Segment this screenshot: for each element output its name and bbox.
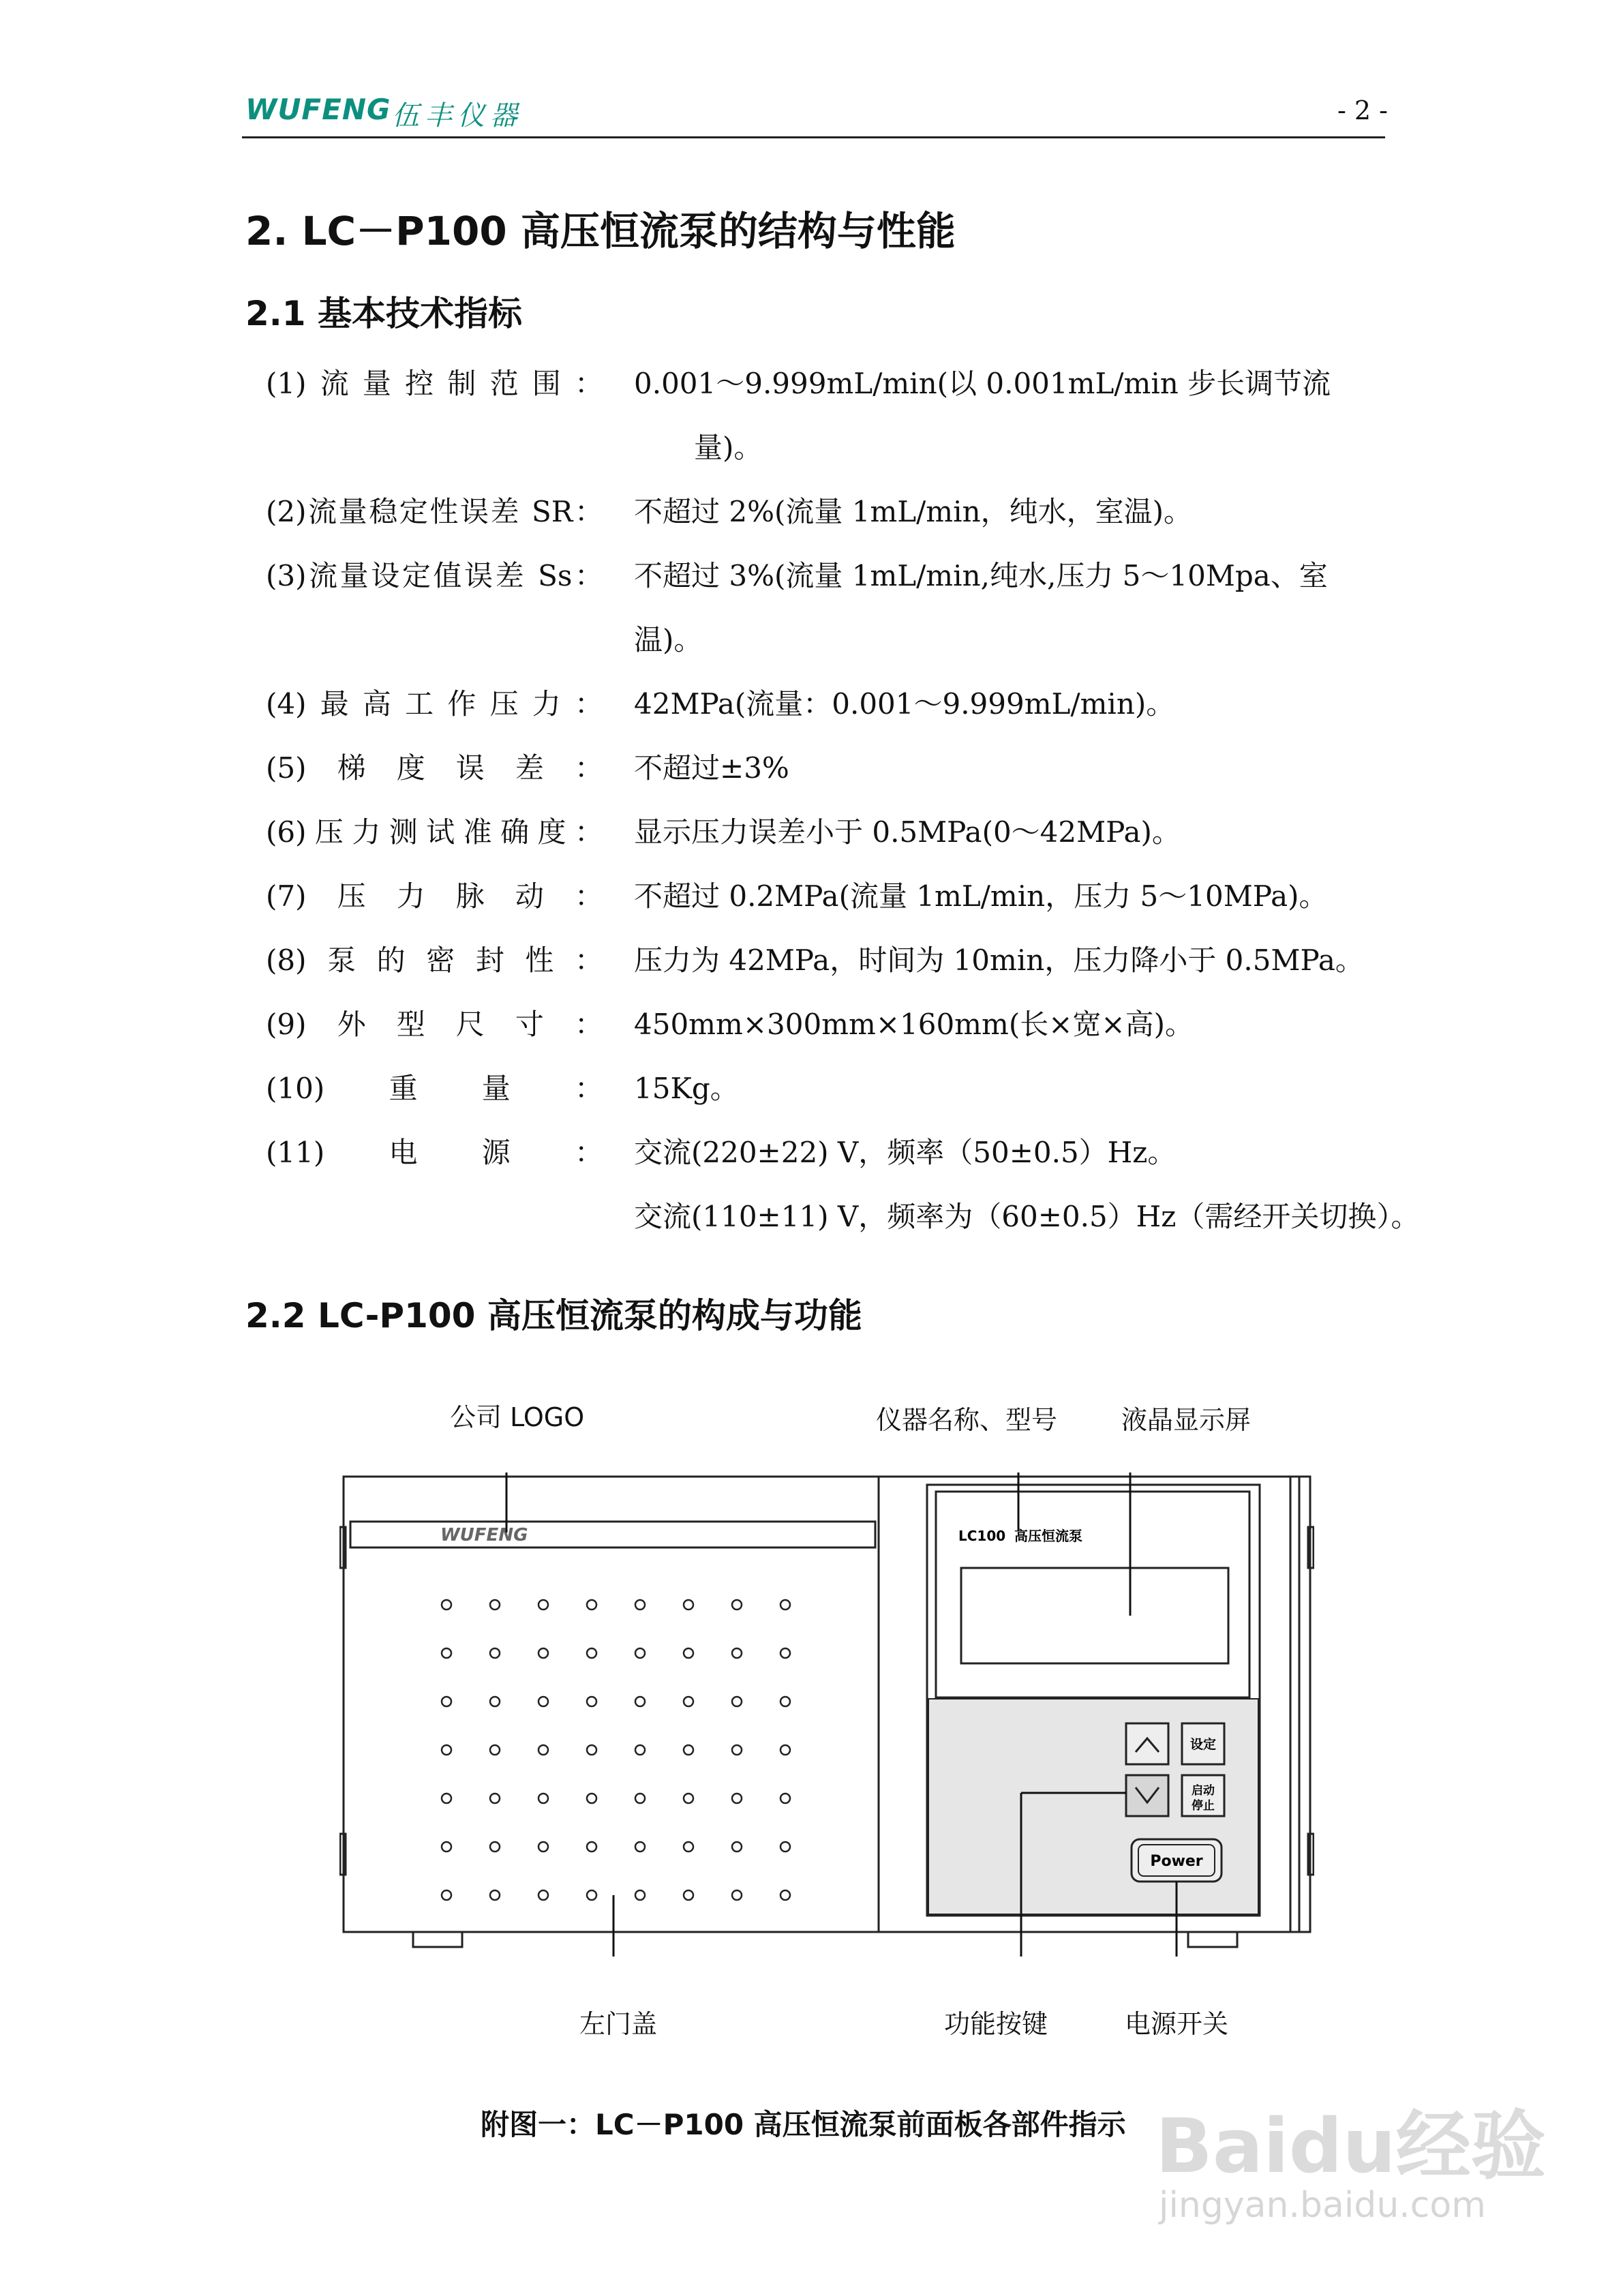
callout-lcd: 液晶显示屏 — [1121, 1405, 1252, 1435]
page-number: - 2 - — [1337, 95, 1389, 125]
panel-name: 高压恒流泵 — [1014, 1528, 1082, 1544]
callout-left-door: 左门盖 — [579, 2009, 658, 2039]
vent-hole — [780, 1890, 790, 1900]
vent-hole — [780, 1600, 790, 1610]
vent-hole — [780, 1697, 790, 1706]
vent-hole — [490, 1890, 500, 1900]
vent-hole — [442, 1842, 451, 1852]
callout-logo: 公司 LOGO — [450, 1402, 585, 1432]
spec-label: (8)泵的密封性： — [266, 943, 603, 977]
spec-label: (7)压力脉动： — [266, 879, 603, 913]
spec-value: 交流(220±22) V，频率（50±0.5）Hz。 — [634, 1136, 1177, 1169]
vent-hole — [490, 1697, 500, 1706]
vent-hole — [684, 1890, 693, 1900]
vent-hole — [587, 1794, 596, 1803]
company-logo: WUFENG — [245, 93, 391, 126]
vent-hole — [539, 1648, 548, 1658]
vent-hole — [684, 1600, 693, 1610]
header-divider — [242, 136, 1385, 138]
vent-hole — [442, 1794, 451, 1803]
spec-value-cont: 交流(110±11) V，频率为（60±0.5）Hz（需经开关切换）。 — [634, 1200, 1420, 1233]
pump-front-panel-diagram — [339, 1472, 1314, 1957]
subsection-title-specs: 2.1 基本技术指标 — [245, 294, 522, 333]
vent-hole — [635, 1600, 645, 1610]
up-button — [1126, 1723, 1168, 1764]
vent-hole — [587, 1648, 596, 1658]
spec-value-cont: 温)。 — [634, 623, 703, 656]
vent-hole — [732, 1890, 742, 1900]
spec-value: 不超过 0.2MPa(流量 1mL/min，压力 5～10MPa)。 — [634, 879, 1328, 913]
spec-value-cont: 量)。 — [694, 431, 763, 464]
spec-value: 不超过±3% — [634, 751, 789, 785]
vent-grid — [442, 1600, 790, 1900]
section-title: 2. LC－P100 高压恒流泵的结构与性能 — [245, 208, 956, 254]
spec-value: 450mm×300mm×160mm(长×宽×高)。 — [634, 1008, 1194, 1041]
vent-hole — [635, 1890, 645, 1900]
vent-hole — [490, 1794, 500, 1803]
vent-hole — [587, 1890, 596, 1900]
set-button-label: 设定 — [1189, 1737, 1217, 1752]
baidu-watermark: Baidu经验 — [1155, 2102, 1546, 2190]
vent-hole — [780, 1842, 790, 1852]
vent-hole — [684, 1842, 693, 1852]
vent-hole — [587, 1745, 596, 1755]
vent-hole — [684, 1648, 693, 1658]
display-area — [936, 1492, 1249, 1697]
vent-hole — [732, 1648, 742, 1658]
device-foot — [1188, 1932, 1237, 1947]
start-button-label: 启动 — [1192, 1784, 1215, 1798]
callout-power: 电源开关 — [1125, 2009, 1229, 2039]
vent-hole — [539, 1745, 548, 1755]
vent-hole — [635, 1842, 645, 1852]
down-button — [1126, 1775, 1168, 1816]
spec-label: (6)压力测试准确度： — [266, 815, 603, 849]
vent-hole — [442, 1890, 451, 1900]
spec-value: 显示压力误差小于 0.5MPa(0～42MPa)。 — [634, 815, 1181, 849]
spec-value: 15Kg。 — [634, 1072, 739, 1105]
company-name: 伍丰仪器 — [392, 100, 523, 132]
baidu-watermark-url: jingyan.baidu.com — [1159, 2185, 1486, 2226]
vent-hole — [635, 1697, 645, 1706]
vent-hole — [732, 1745, 742, 1755]
vent-hole — [587, 1697, 596, 1706]
spec-value: 0.001～9.999mL/min(以 0.001mL/min 步长调节流 — [634, 367, 1331, 400]
spec-value: 压力为 42MPa，时间为 10min，压力降小于 0.5MPa。 — [634, 943, 1364, 977]
vent-hole — [490, 1842, 500, 1852]
door-logo: WUFENG — [440, 1525, 528, 1545]
spec-label: (1)流量控制范围： — [266, 367, 603, 400]
vent-hole — [539, 1794, 548, 1803]
spec-value: 42MPa(流量：0.001～9.999mL/min)。 — [634, 687, 1175, 721]
vent-hole — [587, 1842, 596, 1852]
left-door — [344, 1477, 879, 1932]
vent-hole — [780, 1745, 790, 1755]
spec-label: (2)流量稳定性误差 SR： — [266, 495, 603, 528]
spec-label: (5)梯度误差： — [266, 751, 603, 785]
spec-label: (4)最高工作压力： — [266, 687, 603, 721]
spec-label: (10)重量： — [266, 1072, 603, 1105]
vent-hole — [780, 1648, 790, 1658]
spec-value: 不超过 3%(流量 1mL/min,纯水,压力 5～10Mpa、室 — [634, 559, 1328, 592]
vent-hole — [442, 1697, 451, 1706]
vent-hole — [732, 1697, 742, 1706]
figure-caption: 附图一：LC－P100 高压恒流泵前面板各部件指示 — [481, 2108, 1126, 2141]
device-foot — [413, 1932, 462, 1947]
vent-hole — [442, 1648, 451, 1658]
callout-keys: 功能按键 — [944, 2009, 1048, 2039]
vent-hole — [539, 1600, 548, 1610]
vent-hole — [732, 1600, 742, 1610]
spec-label: (9)外型尺寸： — [266, 1008, 603, 1041]
vent-hole — [684, 1745, 693, 1755]
vent-hole — [635, 1648, 645, 1658]
vent-hole — [442, 1745, 451, 1755]
vent-hole — [539, 1697, 548, 1706]
spec-label: (3)流量设定值误差 Ss： — [266, 559, 603, 592]
vent-hole — [539, 1890, 548, 1900]
spec-label: (11)电源： — [266, 1136, 603, 1169]
callout-model: 仪器名称、型号 — [876, 1405, 1058, 1435]
stop-button-label: 停止 — [1192, 1799, 1215, 1813]
vent-hole — [490, 1648, 500, 1658]
vent-hole — [587, 1600, 596, 1610]
vent-hole — [780, 1794, 790, 1803]
vent-hole — [635, 1794, 645, 1803]
vent-hole — [539, 1842, 548, 1852]
vent-hole — [732, 1842, 742, 1852]
spec-value: 不超过 2%(流量 1mL/min，纯水，室温)。 — [634, 495, 1193, 528]
panel-model: LC100 — [958, 1528, 1006, 1544]
vent-hole — [732, 1794, 742, 1803]
lcd-screen — [961, 1568, 1228, 1663]
vent-hole — [684, 1794, 693, 1803]
vent-hole — [635, 1745, 645, 1755]
subsection-title-structure: 2.2 LC-P100 高压恒流泵的构成与功能 — [245, 1296, 862, 1335]
vent-hole — [684, 1697, 693, 1706]
vent-hole — [490, 1600, 500, 1610]
vent-hole — [442, 1600, 451, 1610]
door-logo-strip — [350, 1522, 875, 1547]
power-button-label: Power — [1150, 1853, 1203, 1870]
vent-hole — [490, 1745, 500, 1755]
